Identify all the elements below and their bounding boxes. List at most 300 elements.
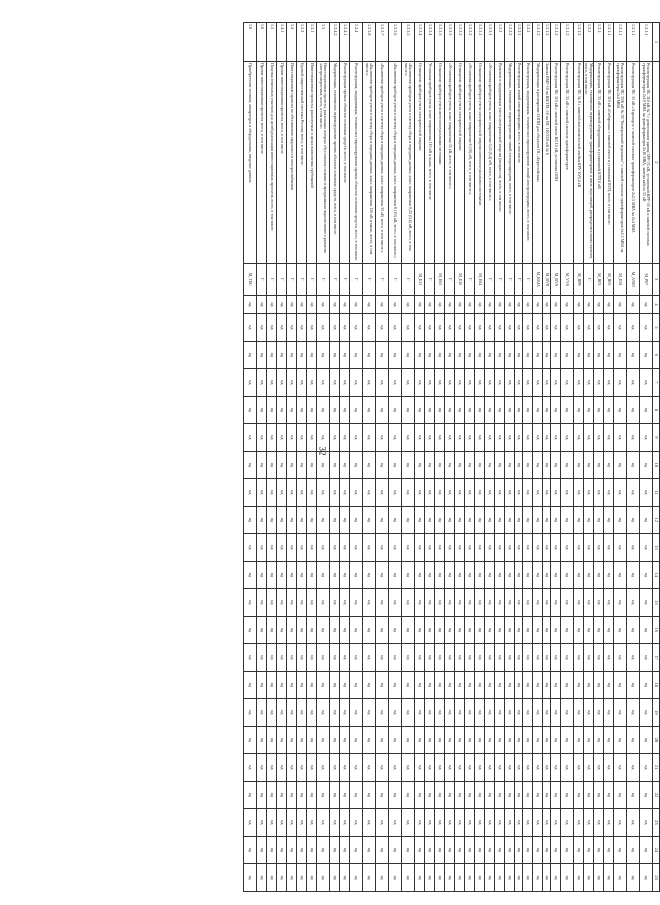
row-number: 1.2.2 xyxy=(523,23,533,62)
row-code: Г xyxy=(465,263,475,295)
row-unit: нд xyxy=(445,295,455,313)
row-unit: нд xyxy=(330,295,340,313)
row-value: нд xyxy=(307,534,317,562)
investment-program-table xyxy=(243,22,660,892)
row-value: нд xyxy=(402,424,415,452)
row-value: нд xyxy=(533,809,543,837)
row-value: нд xyxy=(485,864,495,892)
row-value: нд xyxy=(614,781,627,809)
row-value: нд xyxy=(389,836,402,864)
header-cell: 10 xyxy=(653,451,660,479)
row-value: нд xyxy=(445,451,455,479)
row-value: нд xyxy=(297,589,307,617)
row-number: 1.2.1.1 xyxy=(604,23,614,62)
row-value: нд xyxy=(574,671,584,699)
row-value: нд xyxy=(561,864,574,892)
row-value: нд xyxy=(640,864,653,892)
row-code: Г xyxy=(402,263,415,295)
row-value: нд xyxy=(515,451,523,479)
row-value: нд xyxy=(445,699,455,727)
row-value: нд xyxy=(363,644,376,672)
row-value: нд xyxy=(415,314,425,342)
row-value: нд xyxy=(445,506,455,534)
row-value: нд xyxy=(277,671,287,699)
row-number: 1.4 xyxy=(287,23,297,62)
row-value: нд xyxy=(584,341,594,369)
row-value: нд xyxy=(640,396,653,424)
row-value: нд xyxy=(445,424,455,452)
row-value: нд xyxy=(363,699,376,727)
row-value: нд xyxy=(551,671,561,699)
row-value: нд xyxy=(584,396,594,424)
header-cell: 6 xyxy=(653,341,660,369)
row-value: нд xyxy=(551,396,561,424)
row-value: нд xyxy=(465,369,475,397)
row-value: нд xyxy=(425,451,435,479)
row-value: нд xyxy=(287,644,297,672)
row-value: нд xyxy=(425,836,435,864)
row-value: нд xyxy=(465,451,475,479)
row-value: нд xyxy=(627,396,640,424)
header-cell: 18 xyxy=(653,671,660,699)
row-number: 1.2.3.8 xyxy=(363,23,376,62)
row-value: нд xyxy=(594,506,604,534)
row-value: нд xyxy=(561,836,574,864)
row-value: нд xyxy=(330,561,340,589)
row-unit: нд xyxy=(485,295,495,313)
row-value: нд xyxy=(267,451,277,479)
row-value: нд xyxy=(640,726,653,754)
row-value: нд xyxy=(389,341,402,369)
row-value: нд xyxy=(389,479,402,507)
row-value: нд xyxy=(277,506,287,534)
row-value: нд xyxy=(594,341,604,369)
row-value: нд xyxy=(561,671,574,699)
row-value: нд xyxy=(561,699,574,727)
row-value: нд xyxy=(584,616,594,644)
row-value: нд xyxy=(277,836,287,864)
row-value: нд xyxy=(330,396,340,424)
row-unit: нд xyxy=(465,295,475,313)
row-number: 1.3 xyxy=(317,23,330,62)
row-code: M_E04 xyxy=(475,263,485,295)
row-value: нд xyxy=(435,424,445,452)
row-value: нд xyxy=(515,341,523,369)
row-unit: нд xyxy=(561,295,574,313)
row-value: нд xyxy=(574,479,584,507)
row-value: нд xyxy=(543,616,551,644)
row-value: нд xyxy=(376,781,389,809)
row-value: нд xyxy=(515,534,523,562)
header-cell: 20 xyxy=(653,726,660,754)
row-value: нд xyxy=(244,836,257,864)
row-value: нд xyxy=(561,809,574,837)
row-value: нд xyxy=(465,479,475,507)
row-value: нд xyxy=(244,864,257,892)
row-code: Г xyxy=(515,263,523,295)
row-value: нд xyxy=(297,616,307,644)
row-value: нд xyxy=(376,616,389,644)
row-unit: нд xyxy=(317,295,330,313)
row-code: Г xyxy=(485,263,495,295)
row-value: нд xyxy=(495,699,505,727)
row-value: нд xyxy=(543,396,551,424)
row-value: нд xyxy=(640,836,653,864)
row-value: нд xyxy=(287,836,297,864)
row-value: нд xyxy=(297,781,307,809)
row-number: 1.2.2.1 xyxy=(515,23,523,62)
row-value: нд xyxy=(350,726,363,754)
row-value: нд xyxy=(415,699,425,727)
page-number: 32 xyxy=(317,446,328,456)
row-value: нд xyxy=(594,836,604,864)
row-value: нд xyxy=(485,341,495,369)
row-value: нд xyxy=(340,644,350,672)
row-value: нд xyxy=(533,506,543,534)
row-name: Реконструкция, модернизация, техническое перевооружение прочих объектов основных средств, всего, в том числе: xyxy=(350,61,363,263)
row-value: нд xyxy=(574,561,584,589)
row-value: нд xyxy=(604,506,614,534)
row-value: нд xyxy=(297,314,307,342)
row-value: нд xyxy=(594,534,604,562)
row-value: нд xyxy=(614,616,627,644)
row-code: M_E59 xyxy=(614,263,627,295)
row-value: нд xyxy=(594,424,604,452)
row-value: нд xyxy=(584,754,594,782)
row-value: нд xyxy=(584,314,594,342)
row-value: нд xyxy=(257,561,267,589)
row-value: нд xyxy=(485,644,495,672)
row-unit: нд xyxy=(435,295,445,313)
row-value: нд xyxy=(495,561,505,589)
row-value: нд xyxy=(376,864,389,892)
row-value: нд xyxy=(640,314,653,342)
row-value: нд xyxy=(604,699,614,727)
row-value: нд xyxy=(584,781,594,809)
table-row xyxy=(376,23,389,892)
row-value: нд xyxy=(495,369,505,397)
row-value: нд xyxy=(277,754,287,782)
row-value: нд xyxy=(389,369,402,397)
row-value: нд xyxy=(475,726,485,754)
row-value: нд xyxy=(376,671,389,699)
row-value: нд xyxy=(307,314,317,342)
row-value: нд xyxy=(465,506,475,534)
row-value: нд xyxy=(340,781,350,809)
row-value: нд xyxy=(614,479,627,507)
row-value: нд xyxy=(640,506,653,534)
row-value: нд xyxy=(640,754,653,782)
row-number: 1.2.1.2 xyxy=(543,23,551,62)
row-value: нд xyxy=(584,671,594,699)
row-value: нд xyxy=(533,864,543,892)
row-value: нд xyxy=(350,314,363,342)
row-value: нд xyxy=(604,809,614,837)
row-value: нд xyxy=(594,671,604,699)
table-row xyxy=(287,23,297,892)
row-value: нд xyxy=(267,341,277,369)
row-name: Реконструкция, модернизация, техническое перевооружение линий электропередачи, всего, в том числе: xyxy=(523,61,533,263)
row-code: Г xyxy=(495,263,505,295)
table-row xyxy=(402,23,415,892)
row-unit: нд xyxy=(297,295,307,313)
row-value: нд xyxy=(551,369,561,397)
row-value: нд xyxy=(330,369,340,397)
header-cell: 22 xyxy=(653,781,660,809)
row-value: нд xyxy=(340,589,350,617)
row-value: нд xyxy=(614,699,627,727)
row-unit: нд xyxy=(584,295,594,313)
row-code: Г xyxy=(257,263,267,295)
row-value: нд xyxy=(543,781,551,809)
row-value: нд xyxy=(495,451,505,479)
row-number: 1.6 xyxy=(244,23,257,62)
row-value: нд xyxy=(455,534,465,562)
row-value: нд xyxy=(267,809,277,837)
row-value: нд xyxy=(604,644,614,672)
row-value: нд xyxy=(267,534,277,562)
row-value: нд xyxy=(340,616,350,644)
row-value: нд xyxy=(297,671,307,699)
row-code: M_BV9 xyxy=(551,263,561,295)
table-row xyxy=(435,23,445,892)
row-value: нд xyxy=(363,836,376,864)
row-value: нд xyxy=(435,506,445,534)
row-value: нд xyxy=(475,671,485,699)
row-value: нд xyxy=(376,369,389,397)
row-name: Приобретение техники, аппаратуры и оборудования, введение данных xyxy=(244,61,257,263)
row-value: нд xyxy=(307,341,317,369)
row-value: нд xyxy=(543,561,551,589)
row-value: нд xyxy=(594,369,604,397)
row-value: нд xyxy=(287,314,297,342)
row-value: нд xyxy=(350,341,363,369)
row-value: нд xyxy=(317,699,330,727)
row-value: нд xyxy=(297,726,307,754)
row-value: нд xyxy=(435,396,445,424)
row-value: нд xyxy=(402,369,415,397)
row-value: нд xyxy=(350,671,363,699)
row-value: нд xyxy=(257,369,267,397)
row-code: Г xyxy=(317,263,330,295)
row-value: нд xyxy=(523,369,533,397)
row-value: нд xyxy=(244,341,257,369)
row-name: Единой энергетической системы России, всего, в том числе: xyxy=(297,61,307,263)
row-value: нд xyxy=(376,451,389,479)
row-number: 1.2.4.1 xyxy=(340,23,350,62)
row-value: нд xyxy=(604,424,614,452)
row-value: нд xyxy=(435,699,445,727)
row-value: нд xyxy=(350,809,363,837)
table-row xyxy=(523,23,533,892)
row-value: нд xyxy=(363,726,376,754)
row-value: нд xyxy=(267,506,277,534)
row-value: нд xyxy=(515,644,523,672)
row-value: нд xyxy=(485,314,495,342)
row-unit: нд xyxy=(287,295,297,313)
row-code: M_R05 xyxy=(604,263,614,295)
row-unit: нд xyxy=(402,295,415,313)
row-value: нд xyxy=(402,699,415,727)
row-value: нд xyxy=(287,479,297,507)
row-value: нд xyxy=(515,781,523,809)
row-value: нд xyxy=(425,864,435,892)
row-value: нд xyxy=(402,754,415,782)
row-unit: нд xyxy=(604,295,614,313)
row-value: нд xyxy=(533,836,543,864)
row-value: нд xyxy=(515,809,523,837)
row-value: нд xyxy=(363,864,376,892)
row-value: нд xyxy=(287,451,297,479)
row-value: нд xyxy=(627,479,640,507)
row-value: нд xyxy=(297,341,307,369)
row-value: нд xyxy=(389,754,402,782)
row-value: нд xyxy=(475,341,485,369)
row-value: нд xyxy=(330,314,340,342)
row-value: нд xyxy=(307,616,317,644)
row-code: M_R03 xyxy=(594,263,604,295)
table-row xyxy=(574,23,584,892)
row-value: нд xyxy=(561,506,574,534)
row-value: нд xyxy=(455,451,465,479)
row-value: нд xyxy=(425,754,435,782)
row-value: нд xyxy=(515,864,523,892)
row-value: нд xyxy=(627,534,640,562)
row-value: нд xyxy=(350,644,363,672)
row-value: нд xyxy=(330,754,340,782)
row-value: нд xyxy=(445,754,455,782)
row-name: Оснащение приборов учета интеллектуальными системами xyxy=(435,61,445,263)
table-row xyxy=(614,23,627,892)
row-value: нд xyxy=(363,809,376,837)
row-value: нд xyxy=(523,561,533,589)
row-value: нд xyxy=(640,534,653,562)
row-value: нд xyxy=(614,506,627,534)
row-value: нд xyxy=(415,534,425,562)
row-value: нд xyxy=(604,864,614,892)
row-value: нд xyxy=(627,726,640,754)
row-value: нд xyxy=(445,726,455,754)
row-name: Инвестиционные проекты по обеспечению надежности электроснабжения xyxy=(287,61,297,263)
row-value: нд xyxy=(267,836,277,864)
row-value: нд xyxy=(317,534,330,562)
row-value: нд xyxy=(267,314,277,342)
row-value: нд xyxy=(297,809,307,837)
row-code: Г xyxy=(287,263,297,295)
row-value: нд xyxy=(505,726,515,754)
row-unit: нд xyxy=(389,295,402,313)
row-value: нд xyxy=(389,864,402,892)
row-value: нд xyxy=(244,699,257,727)
row-value: нд xyxy=(307,589,317,617)
table-row xyxy=(505,23,515,892)
table-row xyxy=(244,23,257,892)
table-row xyxy=(551,23,561,892)
row-value: нд xyxy=(604,534,614,562)
row-value: нд xyxy=(376,699,389,727)
row-value: нд xyxy=(363,314,376,342)
row-value: нд xyxy=(445,341,455,369)
row-value: нд xyxy=(257,451,267,479)
row-value: нд xyxy=(244,451,257,479)
row-value: нд xyxy=(330,864,340,892)
row-value: нд xyxy=(515,561,523,589)
row-unit: нд xyxy=(350,295,363,313)
row-value: нд xyxy=(594,699,604,727)
row-value: нд xyxy=(389,451,402,479)
row-value: нд xyxy=(402,314,415,342)
row-number: 1.2.3.6 xyxy=(389,23,402,62)
table-row xyxy=(425,23,435,892)
header-cell: 4 xyxy=(653,295,660,313)
row-value: нд xyxy=(604,616,614,644)
row-value: нд xyxy=(640,644,653,672)
row-value: нд xyxy=(594,396,604,424)
row-value: нд xyxy=(627,616,640,644)
row-value: нд xyxy=(257,781,267,809)
table-row xyxy=(495,23,505,892)
row-value: нд xyxy=(505,671,515,699)
row-number: 1.2.4 xyxy=(350,23,363,62)
row-value: нд xyxy=(627,506,640,534)
row-value: нд xyxy=(505,506,515,534)
row-value: нд xyxy=(435,754,445,782)
row-value: нд xyxy=(389,589,402,617)
row-code: M_BV8 xyxy=(543,263,551,295)
row-value: нд xyxy=(435,836,445,864)
row-value: нд xyxy=(425,479,435,507)
row-value: нд xyxy=(455,809,465,837)
row-value: нд xyxy=(415,396,425,424)
row-value: нд xyxy=(297,424,307,452)
row-value: нд xyxy=(475,561,485,589)
row-unit: нд xyxy=(376,295,389,313)
row-value: нд xyxy=(257,864,267,892)
row-value: нд xyxy=(604,341,614,369)
row-name: Реконструкция ПС 110 кВ «Сибирская» с заменой ячеек и установкой КТП, всего, в том числе: xyxy=(604,61,614,263)
row-value: нд xyxy=(363,561,376,589)
row-value: нд xyxy=(445,836,455,864)
row-value: нд xyxy=(340,671,350,699)
row-value: нд xyxy=(455,314,465,342)
row-value: нд xyxy=(475,864,485,892)
row-unit: нд xyxy=(614,295,627,313)
row-name: Реконструкция линий электропередачи, всего, в том числе: xyxy=(515,61,523,263)
row-code: Г xyxy=(425,263,435,295)
row-value: нд xyxy=(363,369,376,397)
row-value: нд xyxy=(640,479,653,507)
row-value: нд xyxy=(435,726,445,754)
row-number: 1.2.3.1 xyxy=(475,23,485,62)
row-value: нд xyxy=(594,561,604,589)
row-value: нд xyxy=(307,726,317,754)
row-value: нд xyxy=(505,754,515,782)
row-value: нд xyxy=(376,506,389,534)
row-value: нд xyxy=(627,424,640,452)
row-value: нд xyxy=(604,561,614,589)
row-value: нд xyxy=(495,424,505,452)
row-value: нд xyxy=(425,644,435,672)
row-value: нд xyxy=(330,726,340,754)
row-value: нд xyxy=(317,726,330,754)
table-row xyxy=(267,23,277,892)
row-value: нд xyxy=(402,671,415,699)
row-value: нд xyxy=(363,424,376,452)
row-value: нд xyxy=(317,644,330,672)
row-value: нд xyxy=(244,369,257,397)
row-value: нд xyxy=(543,864,551,892)
row-value: нд xyxy=(495,479,505,507)
